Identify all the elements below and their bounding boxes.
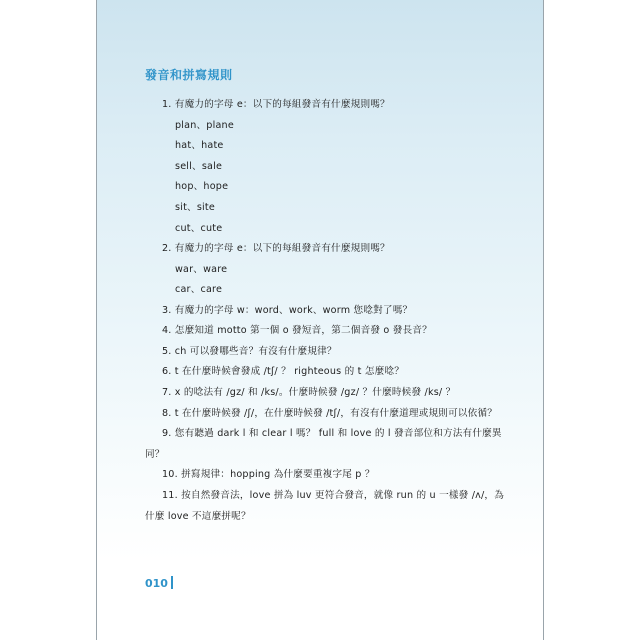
question-11-continued: 什麼 love 不這麼拼呢？ [145,511,251,522]
question-11: 11. 按自然發音法，love 拼為 luv 更符合發音，就像 run 的 u 一樣發 /ʌ/，為 [162,490,505,501]
question-4: 4. 怎麼知道 motto 第一個 o 發短音，第二個音發 o 發長音？ [162,325,432,336]
page-number [145,576,173,590]
section-title: 發音和拼寫規則 [145,68,233,82]
question-9-continued: 同？ [145,449,165,460]
q1-pair: hat、hate [175,140,224,151]
question-7: 7. x 的唸法有 /gz/ 和 /ks/。什麼時候發 /gz/ ？什麼時候發 /ks/ ？ [162,387,456,398]
page-number-bar [171,576,173,589]
q1-pair: cut、cute [175,223,223,234]
question-2: 2. 有魔力的字母 e：以下的每組發音有什麼規則嗎？ [162,243,390,254]
question-8: 8. t 在什麼時候發 /ʃ/，在什麼時候發 /tʃ/，有沒有什麼道理或規則可以依循？ [162,408,498,419]
q1-pair: hop、hope [175,181,229,192]
q2-pair: car、care [175,284,223,295]
question-3: 3. 有魔力的字母 w：word、work、worm 您唸對了嗎？ [162,305,413,316]
q1-pair: sell、sale [175,161,223,172]
question-5: 5. ch 可以發哪些音？有沒有什麼規律？ [162,346,337,357]
question-1: 1. 有魔力的字母 e：以下的每組發音有什麼規則嗎？ [162,99,390,110]
question-9: 9. 您有聽過 dark l 和 clear l 嗎？ full 和 love 的 l 發音部位和方法有什麼異 [162,428,502,439]
question-6: 6. t 在什麼時候會發成 /tʃ/ ？ righteous 的 t 怎麼唸？ [162,366,405,377]
q1-pair: sit、site [175,202,215,213]
page-number-text: 010 [145,577,168,590]
question-10: 10. 拼寫規律：hopping 為什麼要重複字尾 p ？ [162,469,375,480]
q1-pair: plan、plane [175,120,234,131]
q2-pair: war、ware [175,264,228,275]
